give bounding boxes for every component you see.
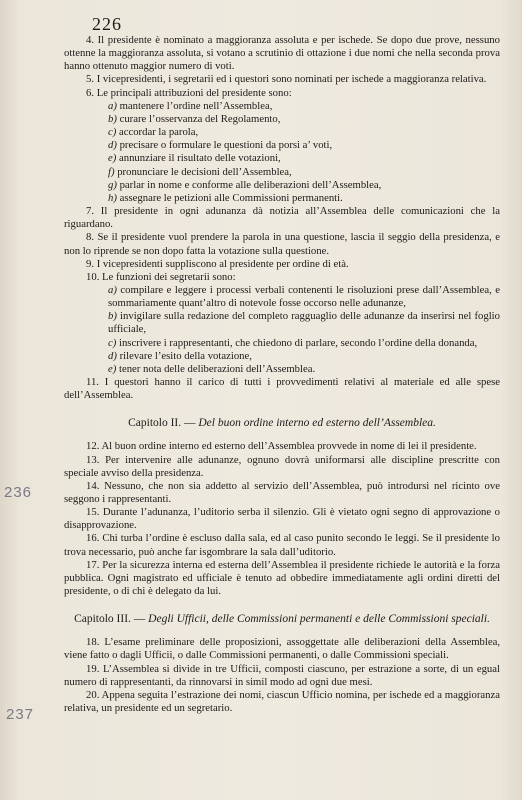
list-item-letter: b) <box>108 112 117 125</box>
page-number: 226 <box>92 14 122 34</box>
article-paragraph: 19. L’Assemblea si divide in tre Ufficii, composti ciascuno, per estrazione a sorte, di un egual numero di rappresentanti, da rinnovarsi in simil modo ad ogni due mesi. <box>64 662 500 688</box>
list-item-letter: e) <box>108 152 117 165</box>
list-item-letter: d) <box>108 349 117 362</box>
article-paragraph: 17. Per la sicurezza interna ed esterna dell’Assemblea il presidente richiede le autorità e la forza pubblica. Ogni magistrato ed ufficiale è tenuto ad obbedire immediatamente agli ordini diretti del presidente, o di chi è delegato da lui. <box>64 558 500 598</box>
list-item-letter: a) <box>108 283 117 296</box>
chapter-label: Capitolo III. — <box>74 613 146 626</box>
article-paragraph: 5. I vicepresidenti, i segretarii ed i questori sono nominati per ischede a maggioranza relativa. <box>86 73 487 86</box>
list-item <box>64 166 500 179</box>
article-paragraph: 20. Appena seguita l’estrazione dei nomi, ciascun Ufficio nomina, per ischede ed a maggioranza relativa, un presidente ed un segretario. <box>64 688 500 715</box>
list-item <box>64 179 500 192</box>
list-item <box>64 350 500 363</box>
list-item-text: compilare e leggere i processi verbali contenenti le risoluzioni prese dall’Assemblea, e sommariamente quant’altro di notevole fosse occorso nelle adunanze, <box>108 283 501 310</box>
heading-spacer <box>64 626 500 636</box>
list-item <box>64 310 500 336</box>
list-item-text: tener nota delle deliberazioni dell’Assemblea. <box>118 362 316 375</box>
list-item-text: invigilare sulla redazione del completo ragguaglio delle adunanze da inserirsi nel foglio ufficiale, <box>108 310 500 336</box>
list-item <box>64 139 500 152</box>
heading-spacer <box>64 598 500 612</box>
list-item-letter: e) <box>108 362 117 375</box>
list-item-text: accordar la parola, <box>118 126 199 139</box>
list-item-letter: c) <box>108 336 117 349</box>
list-item-letter: a) <box>108 99 117 112</box>
list-item <box>64 284 500 310</box>
list-item <box>64 192 500 205</box>
margin-note-237: 237 <box>6 706 35 723</box>
chapter-heading <box>64 612 500 626</box>
list-item-letter: f) <box>108 165 115 178</box>
article-paragraph: 15. Durante l’adunanza, l’uditorio serba il silenzio. Gli è vietato ogni segno di approvazione o disapprovazione. <box>64 506 500 532</box>
list-item <box>64 152 500 165</box>
list-item-text: pronunciare le decisioni dell’Assemblea, <box>117 165 292 178</box>
article-paragraph: 12. Al buon ordine interno ed esterno dell’Assemblea provvede in nome di lei il presidente. <box>86 440 477 453</box>
chapter-heading <box>64 416 500 430</box>
list-item-text: rilevare l’esito della votazione, <box>119 349 252 362</box>
heading-spacer <box>64 402 500 416</box>
margin-note-236: 236 <box>4 484 33 501</box>
article-paragraph: 16. Chi turba l’ordine è escluso dalla sala, ed al caso punito secondo le leggi. Se il presidente lo trova necessario, può anche far isgombrare la sala dall’uditorio. <box>64 532 500 558</box>
chapter-subtitle: Degli Ufficii, delle Commissioni permanenti e delle Commissioni speciali. <box>148 613 490 626</box>
list-item-text: curare l’osservanza del Regolamento, <box>119 112 281 125</box>
body-text <box>64 34 500 715</box>
chapter-label: Capitolo II. — <box>128 417 196 430</box>
list-item-text: annunziare il risultato delle votazioni, <box>118 152 281 165</box>
list-item <box>64 363 500 376</box>
chapter-subtitle: Del buon ordine interno ed esterno dell’Assemblea. <box>198 417 436 430</box>
heading-spacer <box>64 430 500 440</box>
list-item-letter: h) <box>108 191 117 204</box>
article-paragraph: 18. L’esame preliminare delle proposizioni, assoggettate alle deliberazioni della Assemblea, viene fatto o dagli Ufficii, o dalle Commissioni permanenti, o dalle Commissioni speciali. <box>64 636 500 662</box>
list-item-letter: g) <box>108 178 117 191</box>
list-item-text: inscrivere i rappresentanti, che chiedono di parlare, secondo l’ordine della donanda, <box>118 336 478 349</box>
list-item <box>64 337 500 350</box>
article-paragraph: 6. Le principali attribuzioni del presidente sono: <box>86 86 292 99</box>
list-item <box>64 113 500 126</box>
list-item <box>64 126 500 139</box>
list-item <box>64 100 500 113</box>
list-item-text: assegnare le petizioni alle Commissioni permanenti. <box>119 191 343 204</box>
article-paragraph: 14. Nessuno, che non sia addetto al servizio dell’Assemblea, può introdursi nel ricinto ove seggono i rappresentanti. <box>64 479 500 505</box>
article-paragraph: 8. Se il presidente vuol prendere la parola in una questione, lascia il seggio della presidenza, e non lo riprende se non dopo fatta la votazione sulla questione. <box>64 231 500 257</box>
article-paragraph: 13. Per intervenire alle adunanze, ognuno dovrà uniformarsi alle discipline prescritte con speciale avviso della presidenza. <box>64 453 500 479</box>
article-paragraph: 7. Il presidente in ogni adunanza dà notizia all’Assemblea delle comunicazioni che la riguardano. <box>64 205 500 231</box>
list-item-letter: c) <box>108 126 117 139</box>
article-paragraph: 9. I vicepresidenti suppliscono al presidente per ordine di età. <box>86 257 349 270</box>
list-item-text: mantenere l’ordine nell’Assemblea, <box>119 99 273 112</box>
list-item-letter: b) <box>108 310 117 323</box>
list-item-text: precisare o formulare le questioni da porsi a’ voti, <box>119 139 333 152</box>
article-paragraph: 11. I questori hanno il carico di tutti i provvedimenti relativi al materiale ed alle spese dell’Assemblea. <box>64 376 500 402</box>
list-item-text: parlar in nome e conforme alle deliberazioni dell’Assemblea, <box>119 178 382 191</box>
article-paragraph: 10. Le funzioni dei segretarii sono: <box>86 270 236 283</box>
article-paragraph: 4. Il presidente è nominato a maggioranza assoluta e per ischede. Se dopo due prove, nessuno ottenne la maggioranza assoluta, si votano a scrutinio di ottazione i due nomi che nella seconda prova hanno ottenuto maggior numero di voti. <box>64 34 500 73</box>
list-item-letter: d) <box>108 139 117 152</box>
